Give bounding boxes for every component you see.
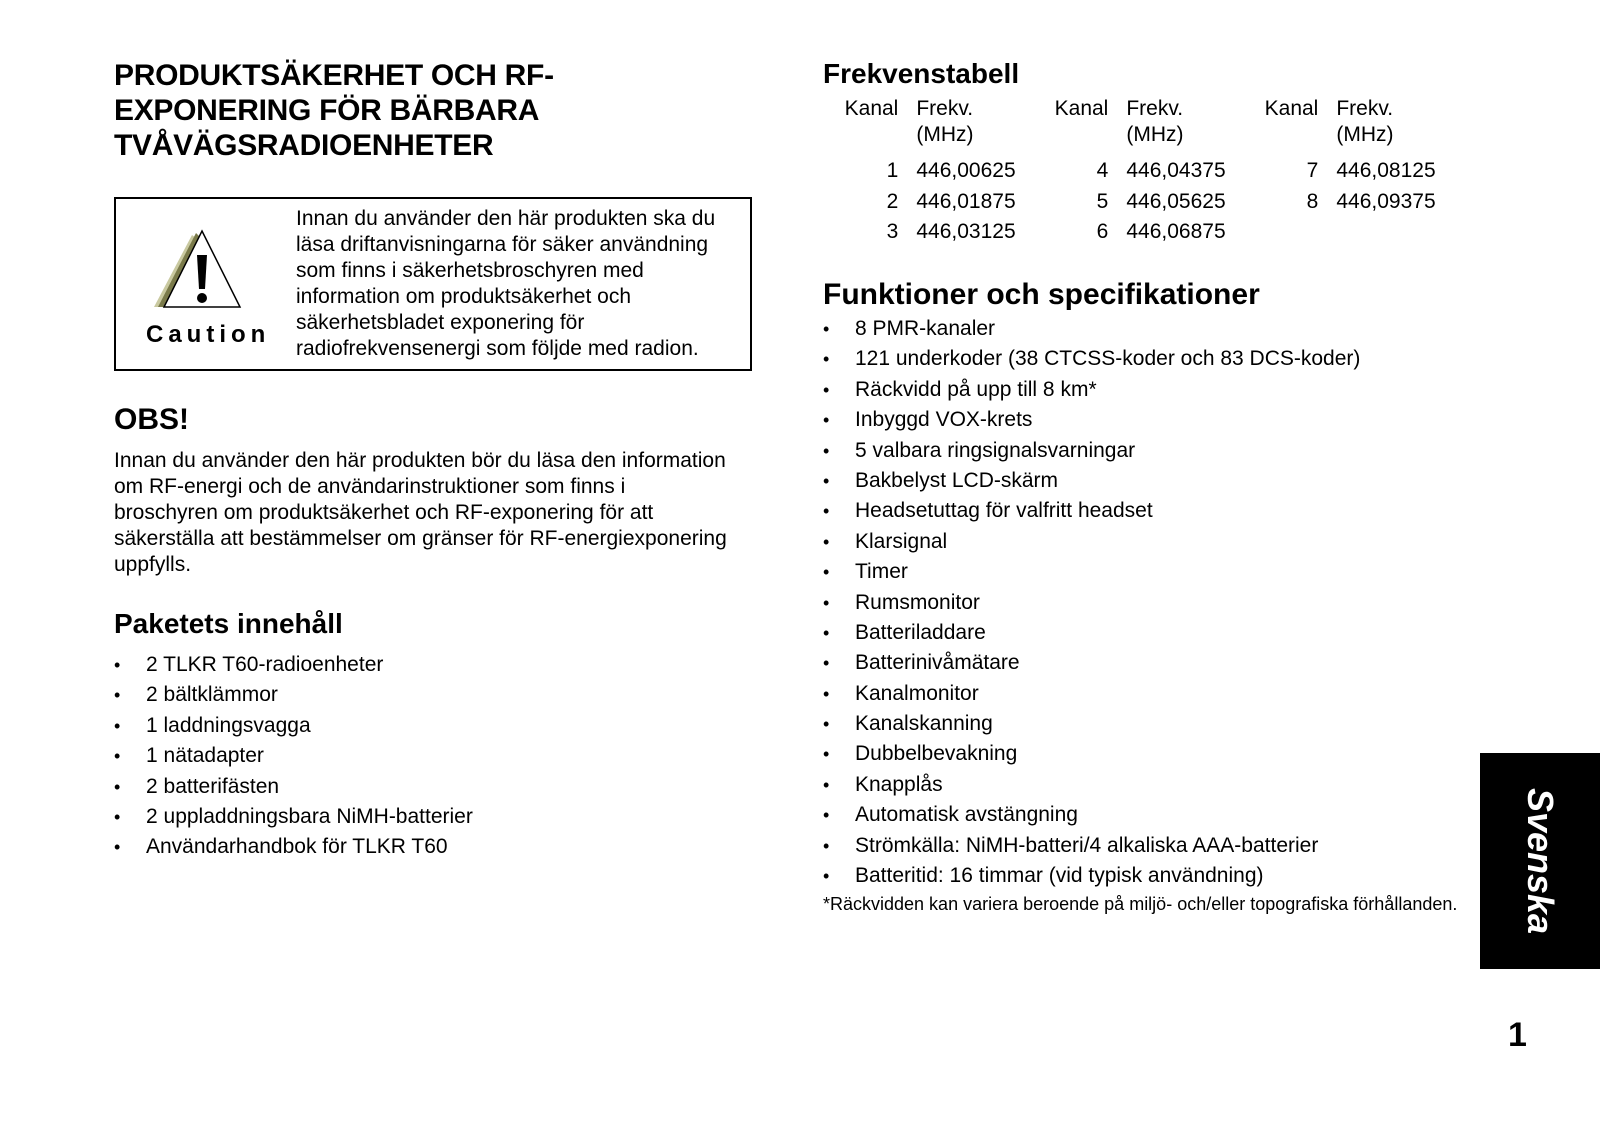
list-item: • Batteriladdare — [823, 618, 1463, 648]
list-item: • 121 underkoder (38 CTCSS-koder och 83 DCS-koder) — [823, 344, 1463, 374]
package-heading: Paketets innehåll — [114, 608, 343, 639]
list-item: • Räckvidd på upp till 8 km* — [823, 375, 1463, 405]
frequency-cell: 446,03125 — [916, 220, 1016, 243]
package-list — [114, 650, 734, 863]
list-item: • Batteritid: 16 timmar (vid typisk användning) — [823, 861, 1463, 891]
frequency-cell: 446,05625 — [1126, 189, 1226, 213]
channel-cell: 6 — [1096, 220, 1109, 243]
list-item: • Headsetuttag för valfritt headset — [823, 496, 1463, 526]
obs-heading: OBS! — [114, 403, 189, 436]
functions-list — [823, 314, 1463, 891]
channel-cell: 1 — [886, 159, 899, 182]
frequency-cell: 446,01875 — [916, 189, 1016, 213]
header-channel: Kanal — [844, 97, 899, 120]
list-item: • Kanalmonitor — [823, 679, 1463, 709]
frequency-cell: 446,04375 — [1126, 159, 1226, 182]
caution-text: Innan du använder den här produkten ska du läsa driftanvisningarna för säker användning som finns i säkerhetsbroschyren med information om produktsäkerhet och säkerhetsbladet exponering för radiofrekvensenergi som följde med radion. — [296, 207, 716, 360]
obs-paragraph: Innan du använder den här produkten bör du läsa den information om RF-energi och de användarinstruktioner som finns i broschyren om produktsäkerhet och RF-exponering för att säkerställa att bestämmelser om gränser för RF-energiexponering uppfylls. — [114, 449, 727, 576]
list-item: • 8 PMR-kanaler — [823, 314, 1463, 344]
table-row — [833, 217, 1463, 248]
list-item: • 2 uppladdningsbara NiMH-batterier — [114, 802, 734, 832]
list-item: • 5 valbara ringsignalsvarningar — [823, 436, 1463, 466]
list-item: • Användarhandbok för TLKR T60 — [114, 832, 734, 862]
list-item: • Rumsmonitor — [823, 588, 1463, 618]
frequency-table-heading: Frekvenstabell — [823, 58, 1020, 89]
header-frequency: Frekv. — [916, 97, 974, 120]
header-frequency: Frekv. — [1126, 97, 1184, 120]
header-frequency: Frekv. — [1336, 97, 1394, 120]
list-item: • Klarsignal — [823, 527, 1463, 557]
list-item: • Timer — [823, 557, 1463, 587]
list-item: • 1 nätadapter — [114, 741, 734, 771]
header-unit: (MHz) — [1126, 123, 1184, 146]
list-item: • Dubbelbevakning — [823, 739, 1463, 769]
list-item: • Knapplås — [823, 770, 1463, 800]
frequency-table — [833, 96, 1463, 248]
header-unit: (MHz) — [916, 123, 974, 146]
range-footnote: *Räckvidden kan variera beroende på miljö- och/eller topografiska förhållanden. — [823, 894, 1458, 914]
list-item: • 1 laddningsvagga — [114, 711, 734, 741]
language-tab-label: Svenska — [1520, 787, 1561, 935]
frequency-cell: 446,08125 — [1336, 159, 1436, 182]
frequency-cell: 446,06875 — [1126, 220, 1226, 243]
page-number: 1 — [1508, 1016, 1527, 1054]
language-tab — [1480, 753, 1600, 969]
table-header-row — [833, 96, 1463, 122]
channel-cell: 3 — [886, 220, 899, 243]
list-item: • Kanalskanning — [823, 709, 1463, 739]
header-channel: Kanal — [1264, 97, 1319, 120]
frequency-cell — [1336, 217, 1463, 248]
page-title: PRODUKTSÄKERHET OCH RF-EXPONERING FÖR BÄRBARA TVÅVÄGSRADIOENHETER — [114, 59, 554, 162]
channel-cell: 5 — [1096, 189, 1109, 213]
left-column — [114, 58, 754, 859]
table-header-unit-row — [833, 122, 1463, 156]
channel-cell: 4 — [1096, 159, 1109, 182]
list-item: • Strömkälla: NiMH-batteri/4 alkaliska AAA-batterier — [823, 831, 1463, 861]
list-item: • 2 batterifästen — [114, 772, 734, 802]
list-item: • Bakbelyst LCD-skärm — [823, 466, 1463, 496]
header-unit: (MHz) — [1336, 123, 1394, 146]
frequency-cell: 446,09375 — [1336, 189, 1436, 213]
table-row — [833, 187, 1463, 218]
caution-box — [114, 197, 752, 371]
frequency-cell: 446,00625 — [916, 159, 1016, 182]
list-item: • 2 bältklämmor — [114, 680, 734, 710]
functions-heading: Funktioner och specifikationer — [823, 278, 1260, 311]
table-row — [833, 156, 1463, 187]
list-item: • 2 TLKR T60-radioenheter — [114, 650, 734, 680]
channel-cell: 7 — [1306, 159, 1319, 182]
list-item: • Automatisk avstängning — [823, 800, 1463, 830]
channel-cell: 8 — [1306, 189, 1319, 213]
channel-cell — [1253, 217, 1336, 248]
header-channel: Kanal — [1054, 97, 1109, 120]
list-item: • Inbyggd VOX-krets — [823, 405, 1463, 435]
caution-label: Caution — [146, 321, 271, 348]
list-item: • Batterinivåmätare — [823, 648, 1463, 678]
channel-cell: 2 — [886, 189, 899, 213]
